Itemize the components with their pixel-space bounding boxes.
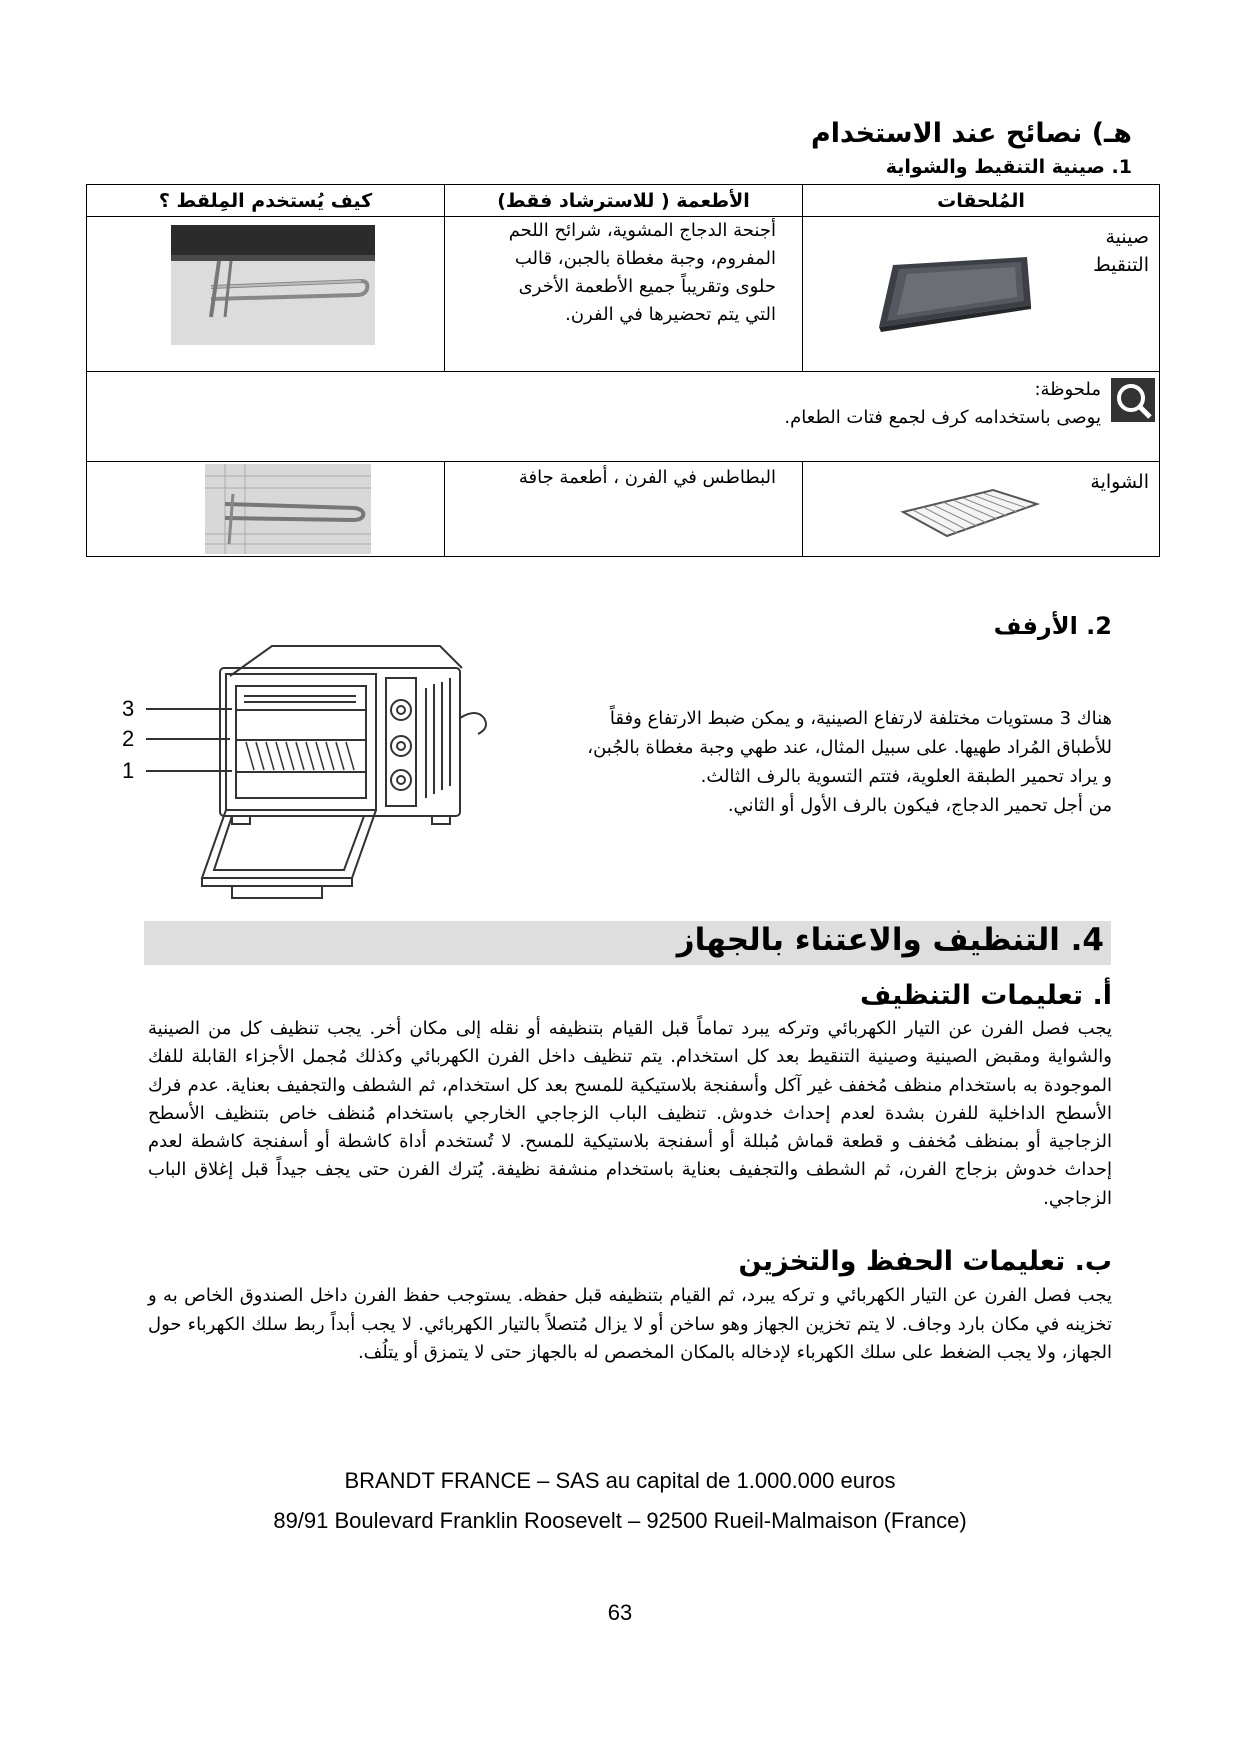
drip-tray-foods-line2: المفروم، وجبة مغطاة بالجبن، قالب	[514, 248, 776, 269]
tray-handle-photo	[171, 225, 375, 345]
drip-tray-foods-line3: حلوى وتقريباً جميع الأطعمة الأخرى	[518, 276, 776, 297]
cell-drip-tray-handle	[87, 217, 445, 372]
shelves-line-2: للأطباق المُراد طهيها. على سبيل المثال، عند طهي وجبة مغطاة بالجُبن،	[587, 737, 1112, 758]
header-how-to-use: كيف يُستخدم المِلقط ؟	[87, 185, 445, 217]
oven-diagram	[140, 638, 510, 904]
cell-drip-tray-foods	[445, 217, 803, 372]
table-row-grill	[87, 462, 1160, 557]
shelves-title: 2. الأرفف	[993, 612, 1112, 640]
level-label-3: 3	[122, 696, 135, 721]
cell-drip-tray-accessory	[803, 217, 1160, 372]
magnifier-note-icon	[1111, 378, 1155, 422]
footer-company: BRANDT FRANCE – SAS au capital de 1.000.000 euros	[344, 1468, 896, 1493]
drip-tray-name-line1: صينية	[1105, 226, 1149, 248]
drip-tray-foods-line4: التي يتم تحضيرها في الفرن.	[565, 304, 776, 325]
shelves-line-3: و يراد تحمير الطبقة العلوية، فتتم التسوية بالرف الثالث.	[700, 766, 1112, 787]
cell-note	[87, 372, 1160, 462]
cell-grill-accessory	[803, 462, 1160, 557]
sub-heading-trays: 1. صينية التنقيط والشواية	[885, 156, 1132, 178]
cell-grill-handle	[87, 462, 445, 557]
grill-name: الشواية	[1090, 471, 1149, 493]
footer-address: 89/91 Boulevard Franklin Roosevelt – 92500 Rueil-Malmaison (France)	[273, 1508, 967, 1533]
drip-tray-foods-line1: أجنحة الدجاج المشوية، شرائح اللحم	[508, 220, 776, 241]
shelves-text	[520, 704, 1112, 820]
storage-instructions-text: يجب فصل الفرن عن التيار الكهربائي و تركه يبرد، ثم القيام بتنظيفه قبل حفظه. يستوجب حفظ الفرن داخل الصندوق الخاص به و تخزينه في مكان بارد وجاف. لا يتم تخزين الجهاز وهو ساخن أو لا يزال مُتصلاً بالتيار الكهربائي. لا يجب أبداً ربط سلك الكهرباء حول الجهاز، ولا يجب الضغط على سلك الكهرباء لإدخاله بالمكان المخصص له بالجهاز حتى لا يتمزق أو يتلُف.	[148, 1285, 1112, 1364]
shelves-line-4: من أجل تحمير الدجاج، فيكون بالرف الأول أو الثاني.	[727, 795, 1112, 816]
accessories-table	[86, 184, 1160, 557]
cell-grill-foods	[445, 462, 803, 557]
shelves-line-1: هناك 3 مستويات مختلفة لارتفاع الصينية، و يمكن ضبط الارتفاع وفقاً	[609, 708, 1112, 729]
grill-rack-image	[893, 482, 1043, 544]
cleaning-instructions-text: يجب فصل الفرن عن التيار الكهربائي وتركه يبرد تماماً قبل القيام بتنظيفه أو نقله إلى مكان أخر. يجب تنظيف كل من الصينية والشواية ومقبض الصينية وصينية التنقيط بعد كل استخدام. يتم تنظيف داخل الفرن الكهربائي وكذلك مُجمل الأجزاء القابلة للفك الموجودة به باستخدام منظف مُخفف غير آكل وأسفنجة بلاستيكية للمسح بعد كل استخدام، ثم الشطف والتجفيف بعناية. عدم فرك الأسطح الداخلية للفرن بشدة لعدم إحداث خدوش. تنظيف الباب الزجاجي الخارجي باستخدام مُنظف خاص بتنظيف الأسطح الزجاجية أو بمنظف مُخفف و قطعة قماش مُبللة أو أسفنجة بلاستيكية للمسح. لا تُستخدم أداة كاشطة أو أسفنجة كاشطة لعدم إحداث خدوش بزجاج الفرن، ثم الشطف والتجفيف بعناية باستخدام منشفة نظيفة. يُترك الفرن حتى يجف جيداً قبل إغلاق الباب الزجاجي.	[148, 1018, 1112, 1209]
drip-tray-name-line2: التنقيط	[1093, 254, 1149, 276]
section-heading: هـ) نصائح عند الاستخدام	[810, 118, 1132, 149]
header-foods: الأطعمة ( للاسترشاد فقط)	[445, 185, 803, 217]
cleaning-title: 4. التنظيف والاعتناء بالجهاز	[676, 922, 1104, 958]
storage-instructions-heading: ب. تعليمات الحفظ والتخزين	[738, 1246, 1112, 1277]
note-label: ملحوظة:	[1034, 379, 1101, 400]
grill-foods: البطاطس في الفرن ، أطعمة جافة	[518, 467, 776, 488]
header-accessories: المُلحقات	[803, 185, 1160, 217]
page-number: 63	[607, 1600, 633, 1625]
drip-tray-image	[867, 245, 1037, 339]
level-label-2: 2	[122, 726, 135, 751]
note-text: يوصى باستخدامه كرف لجمع فتات الطعام.	[784, 407, 1101, 428]
table-header-row	[87, 185, 1160, 217]
table-row-drip-tray	[87, 217, 1160, 372]
table-note-row	[87, 372, 1160, 462]
cleaning-instructions-heading: أ. تعليمات التنظيف	[859, 980, 1112, 1011]
level-label-1: 1	[122, 758, 135, 783]
grill-handle-photo	[205, 464, 371, 554]
